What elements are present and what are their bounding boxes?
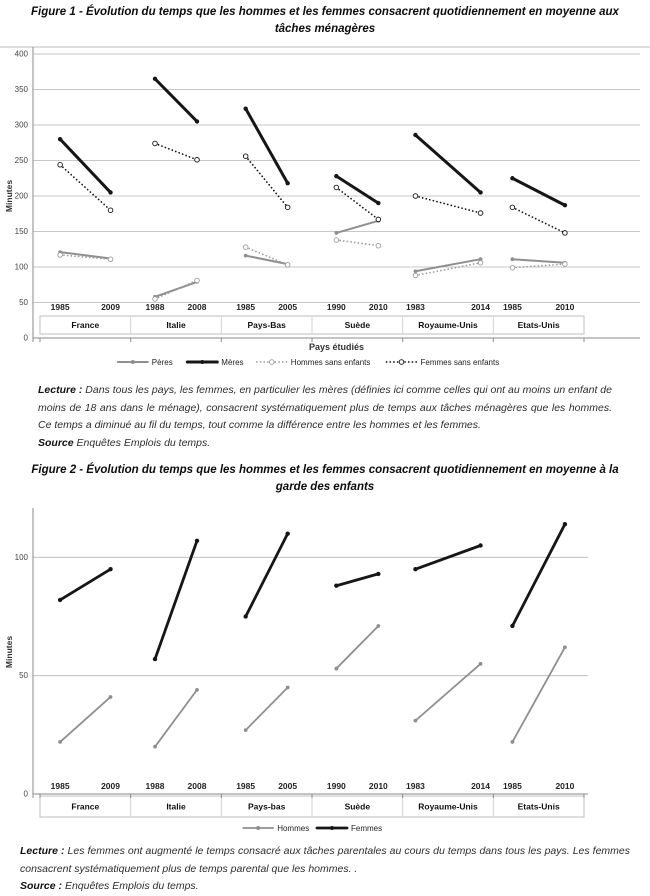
country-label: Suède — [344, 801, 371, 812]
figure1-caption — [0, 382, 650, 452]
legend-label-m-res: Mères — [221, 358, 244, 367]
marker-m-res — [334, 174, 338, 178]
marker-femmes-sans-enfants — [108, 208, 113, 213]
marker-hommes — [334, 667, 338, 671]
marker-femmes-sans-enfants — [58, 162, 63, 167]
country-label: Pays-bas — [247, 801, 286, 812]
country-label: Italie — [166, 801, 186, 812]
marker-hommes-sans-enfants — [153, 297, 158, 302]
figure1-source-text: Enquêtes Emplois du temps. — [76, 436, 211, 449]
marker-femmes — [510, 624, 514, 628]
marker-femmes-sans-enfants — [285, 205, 290, 210]
year-label: 1985 — [50, 302, 70, 312]
y-tick-label: 150 — [14, 227, 28, 236]
year-label: 1988 — [145, 781, 165, 791]
y-axis-label: Minutes — [4, 179, 14, 213]
marker-femmes-sans-enfants — [153, 141, 158, 146]
year-label: 1985 — [236, 781, 256, 791]
year-label: 1988 — [145, 302, 165, 312]
country-label: Royaume-Unis — [418, 320, 478, 330]
figure2-title: Figure 2 - Évolution du temps que les hommes et les femmes consacrent quotidiennement en moyenne à la garde des enfants — [31, 464, 619, 493]
marker-femmes — [285, 531, 289, 535]
marker-hommes — [195, 688, 199, 692]
marker-p-res — [511, 257, 515, 261]
marker-femmes — [243, 614, 247, 618]
marker-hommes-sans-enfants — [510, 265, 515, 270]
country-label: Royaume-Unis — [418, 801, 478, 812]
marker-femmes-sans-enfants — [478, 211, 483, 216]
figure1-source — [38, 435, 612, 453]
marker-m-res — [108, 190, 112, 194]
legend-label-femmes-sans-enfants: Femmes sans enfants — [420, 358, 500, 367]
y-tick-label: 0 — [23, 333, 28, 343]
year-label: 2014 — [471, 781, 491, 791]
series-line-hommes-sans-enfants — [336, 240, 378, 246]
marker-hommes-sans-enfants — [58, 253, 63, 258]
marker-femmes-sans-enfants — [195, 157, 200, 162]
figure2-source-text: Enquêtes Emplois du temps. — [64, 880, 199, 892]
marker-m-res — [510, 176, 514, 180]
marker-hommes-sans-enfants — [243, 245, 248, 250]
marker-hommes — [153, 745, 157, 749]
series-line-femmes-sans-enfants — [512, 207, 565, 233]
legend-marker-p-res — [131, 360, 135, 364]
marker-m-res — [58, 137, 62, 141]
marker-femmes — [153, 657, 157, 661]
legend-label-p-res: Pères — [151, 358, 173, 367]
series-line-femmes-sans-enfants — [60, 165, 110, 210]
year-label: 1990 — [326, 302, 346, 312]
year-label: 2014 — [471, 302, 491, 312]
series-line-hommes — [512, 647, 565, 742]
series-line-femmes — [60, 569, 110, 600]
marker-hommes — [479, 662, 483, 666]
marker-femmes-sans-enfants — [334, 185, 339, 190]
marker-femmes — [58, 598, 62, 602]
year-label: 1983 — [405, 302, 425, 312]
figure1-source-label: Source — [38, 436, 74, 449]
marker-femmes — [334, 584, 338, 588]
legend-label-hommes: Hommes — [277, 824, 310, 833]
marker-m-res — [243, 106, 247, 110]
year-label: 2010 — [368, 302, 388, 312]
marker-hommes-sans-enfants — [376, 243, 381, 248]
x-axis-label: Pays étudiés — [308, 342, 365, 352]
marker-femmes — [563, 522, 567, 526]
legend-marker-m-res — [200, 360, 204, 364]
legend-marker-hommes — [256, 826, 260, 830]
series-line-femmes-sans-enfants — [155, 143, 197, 159]
year-label: 1985 — [502, 781, 522, 791]
marker-p-res — [334, 231, 338, 235]
marker-hommes — [244, 728, 248, 732]
year-label: 2008 — [187, 781, 207, 791]
series-line-hommes — [415, 664, 480, 721]
series-line-hommes — [60, 697, 110, 742]
series-line-femmes-sans-enfants — [246, 156, 288, 207]
series-line-p-res — [512, 259, 565, 263]
legend-marker-femmes — [330, 826, 334, 830]
figure2-lecture-label: Lecture : — [20, 845, 65, 857]
marker-hommes — [109, 695, 113, 699]
country-label: Etats-Unis — [517, 801, 560, 812]
series-line-femmes-sans-enfants — [415, 196, 480, 213]
year-label: 1983 — [405, 781, 425, 791]
figure1-chart — [0, 42, 650, 380]
country-label: Pays-Bas — [247, 320, 286, 330]
marker-hommes — [563, 645, 567, 649]
marker-femmes — [478, 543, 482, 547]
country-label: France — [71, 801, 100, 812]
figure2-caption — [0, 843, 650, 896]
marker-m-res — [285, 181, 289, 185]
marker-femmes — [195, 539, 199, 543]
marker-m-res — [195, 119, 199, 123]
series-line-m-res — [336, 176, 378, 203]
marker-p-res — [244, 254, 248, 258]
year-label: 2005 — [278, 781, 298, 791]
marker-m-res — [413, 133, 417, 137]
series-line-m-res — [512, 178, 565, 205]
marker-hommes — [414, 719, 418, 723]
marker-hommes-sans-enfants — [108, 257, 113, 262]
series-line-femmes — [155, 541, 197, 659]
figure1-lecture-text: Dans tous les pays, les femmes, en particulier les mères (définies ici comme celles qui ont au moins un enfant de moins de 18 ans dans le ménage), consacrent systématiquement plus de temps aux tâches ménagères que les hommes. Ce temps a diminué au fil du temps, tout comme la différence entre les hommes et les femmes. — [38, 384, 612, 431]
marker-hommes-sans-enfants — [413, 273, 418, 278]
year-label: 2008 — [187, 302, 207, 312]
y-tick-label: 250 — [14, 156, 28, 165]
y-tick-label: 0 — [23, 789, 28, 799]
series-line-femmes-sans-enfants — [336, 187, 378, 219]
marker-hommes-sans-enfants — [285, 263, 290, 268]
y-tick-label: 200 — [14, 191, 28, 201]
marker-m-res — [376, 201, 380, 205]
figure2-chart — [0, 508, 650, 840]
marker-hommes-sans-enfants — [563, 262, 568, 267]
marker-hommes-sans-enfants — [334, 238, 339, 243]
marker-hommes-sans-enfants — [478, 260, 483, 265]
y-tick-label: 350 — [14, 85, 28, 94]
figure1-lecture-label: Lecture : — [38, 384, 83, 396]
series-line-m-res — [246, 109, 288, 184]
marker-femmes-sans-enfants — [376, 217, 381, 222]
country-label: France — [71, 320, 100, 330]
marker-hommes — [376, 624, 380, 628]
year-label: 1990 — [326, 781, 346, 791]
figure2-source-label: Source : — [20, 880, 63, 892]
country-label: Etats-Unis — [517, 320, 560, 330]
figure1-title: Figure 1 - Évolution du temps que les hommes et les femmes consacrent quotidiennement en moyenne aux tâches ménagères — [31, 6, 619, 35]
marker-femmes-sans-enfants — [413, 194, 418, 199]
marker-femmes — [413, 567, 417, 571]
year-label: 2009 — [101, 781, 120, 791]
y-tick-label: 300 — [14, 120, 28, 130]
marker-m-res — [153, 77, 157, 81]
year-label: 1985 — [502, 302, 522, 312]
y-tick-label: 100 — [14, 262, 28, 272]
series-line-femmes — [512, 524, 565, 626]
figure2-lecture — [20, 843, 630, 878]
figure2-lecture-text: Les femmes ont augmenté le temps consacré aux tâches parentales au cours du temps dans tous les pays. Les femmes consacrent systématiquement plus de temps parental que les hommes. . — [20, 845, 631, 875]
year-label: 1985 — [236, 302, 256, 312]
y-tick-label: 100 — [14, 552, 28, 562]
year-label: 1985 — [50, 781, 70, 791]
legend-label-hommes-sans-enfants: Hommes sans enfants — [290, 358, 371, 367]
marker-femmes — [376, 572, 380, 576]
legend-label-femmes: Femmes — [351, 824, 383, 833]
figure1-lecture — [38, 382, 612, 435]
marker-femmes-sans-enfants — [243, 154, 248, 159]
marker-hommes-sans-enfants — [195, 278, 200, 283]
year-label: 2010 — [555, 302, 575, 312]
series-line-hommes — [336, 626, 378, 669]
marker-m-res — [478, 190, 482, 194]
country-label: Italie — [166, 320, 186, 330]
marker-hommes — [58, 740, 62, 744]
marker-hommes — [286, 686, 290, 690]
legend-marker-hommes-sans-enfants — [270, 360, 275, 365]
series-line-m-res — [155, 79, 197, 122]
figure2-source — [20, 878, 630, 896]
y-axis-label: Minutes — [4, 635, 14, 669]
marker-femmes-sans-enfants — [563, 231, 568, 236]
year-label: 2005 — [278, 302, 298, 312]
series-line-femmes — [336, 574, 378, 586]
legend-marker-femmes-sans-enfants — [399, 360, 404, 365]
marker-p-res — [414, 269, 418, 273]
series-line-femmes — [246, 534, 288, 617]
y-tick-label: 50 — [19, 671, 28, 681]
y-tick-label: 400 — [14, 49, 28, 59]
year-label: 2009 — [101, 302, 120, 312]
series-line-p-res — [246, 256, 288, 265]
y-tick-label: 50 — [19, 298, 28, 307]
marker-femmes — [108, 567, 112, 571]
marker-m-res — [563, 203, 567, 207]
series-line-m-res — [415, 135, 480, 193]
series-line-hommes — [246, 688, 288, 731]
series-line-hommes — [155, 690, 197, 747]
marker-femmes-sans-enfants — [510, 205, 515, 210]
country-label: Suède — [344, 320, 371, 330]
series-line-m-res — [60, 139, 110, 192]
year-label: 2010 — [368, 781, 388, 791]
year-label: 2010 — [555, 781, 575, 791]
marker-hommes — [511, 740, 515, 744]
